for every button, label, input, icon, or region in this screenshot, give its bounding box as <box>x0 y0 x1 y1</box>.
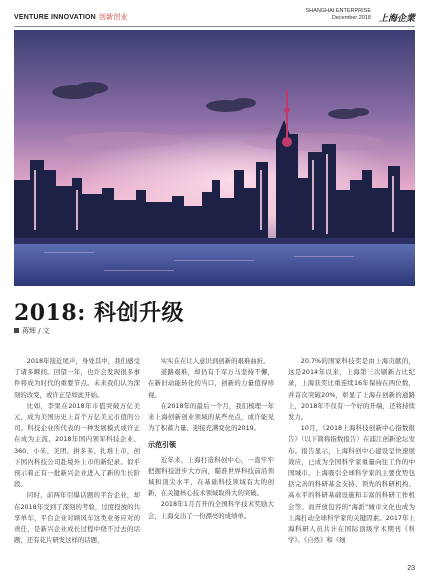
skyline-image <box>14 30 415 286</box>
byline-square-icon <box>14 328 19 333</box>
page-number: 23 <box>407 565 415 572</box>
byline <box>14 326 50 336</box>
paragraph: 近年来，上海打造科创中心，一直牢牢把握科技进步大方向，瞄准世界科技前沿领域和顶尖水平，在基础科技领域有大的创新，在关键核心技术领域取得大的突破。 <box>148 455 274 498</box>
section-header <box>14 12 128 22</box>
paragraph: 2018年接近尾声，身处其中，我们感受了诸多瞬间。回望一年，也许会发现很多事件将成为时代的重要节点。未来我们认为深刻的改变，或许正是如此开始。 <box>14 357 140 399</box>
section-subheading: 示范引领 <box>148 441 176 450</box>
text-column-1 <box>14 356 140 546</box>
hero-photo <box>14 30 415 286</box>
paragraph: 比如，李果在2018年市值突破万亿美元，成为美国历史上首个万亿美元市值的公司。科技企业所代表的一种发展模式或许正在成为主流，2018年国内领军科技企业、360、小米、美团、拼多多、扎堆上市，创下国内科技公司赴境外上市的新纪录。似乎预示着正有一批新兴企业进入了新的生长阶段。 <box>14 401 140 489</box>
article-title: 2018: 科创升级 <box>14 300 185 326</box>
paragraph: 同时，前两年引爆话题的平台企业，却在2018年受到了深刻的考验，过度投放的共享单车、平台企业对顾风车这类业务应对的责任，是新兴企业成长过程中绕不过去的话题，还有花片研发这样的话题， <box>14 491 140 545</box>
magazine-masthead <box>306 8 415 22</box>
paragraph: 道路艰难，却仍有千军万马坚持不懈，在新旧动能转化的当口，创新的力量值得珍视。 <box>148 368 274 399</box>
author: 蒋辉 / 文 <box>22 327 50 335</box>
paragraph: 20.7%的国家科技奖是由上海贡献的，这是2014年以来，上海第三次刷新占比纪录，上海获奖比重连续16年保持在两位数，并首次突破20%，彰显了上海在创新的通路上，2018年不仅有一个好的开端，还将持续发力。 <box>288 357 415 422</box>
paragraph: 10月，《2018上海科技创新中心指数报告》（以下简称指数报告）在浦江创新论坛发布。报告显示，上海科创中心建设呈快速展效应，已成为全国科学家重量向往工作的中国城市。上海吸引全球科学家的主要优势包括完善的科研基金支持、领先的科研机构、高水平的科研基础设施和丰富的科研工作机会等。而开放包容的"海派"城市文化也成为上海打动全球科学家的关键因素。2017年上海科研人员共计在国际顶级学术期刊《科学》、《自然》和《细 <box>288 424 415 545</box>
paragraph: 在2018年的最后一个月，我们梳理一年来上海创新创业领域的某些亮点，或许能见为了积蓄力量、迎接充满变化的2019。 <box>148 401 274 433</box>
paragraph: 2018年1月召开的全国科学技术奖励大会，上海交出了一份漂亮的成绩单。 <box>148 500 274 520</box>
issue-date: December 2018 <box>331 15 371 21</box>
section-label-cn: 创新创业 <box>98 13 128 21</box>
header-rule <box>14 26 415 27</box>
magazine-logo: 上海企業 <box>378 14 415 24</box>
text-column-2 <box>148 356 274 522</box>
paragraph: 实实在在让人意识到创新的艰难曲折。 <box>160 357 270 365</box>
text-column-3 <box>288 356 415 546</box>
section-label-en: VENTURE INNOVATION <box>14 14 96 21</box>
magazine-name-en: SHANGHAI ENTERPRISE <box>305 8 371 14</box>
